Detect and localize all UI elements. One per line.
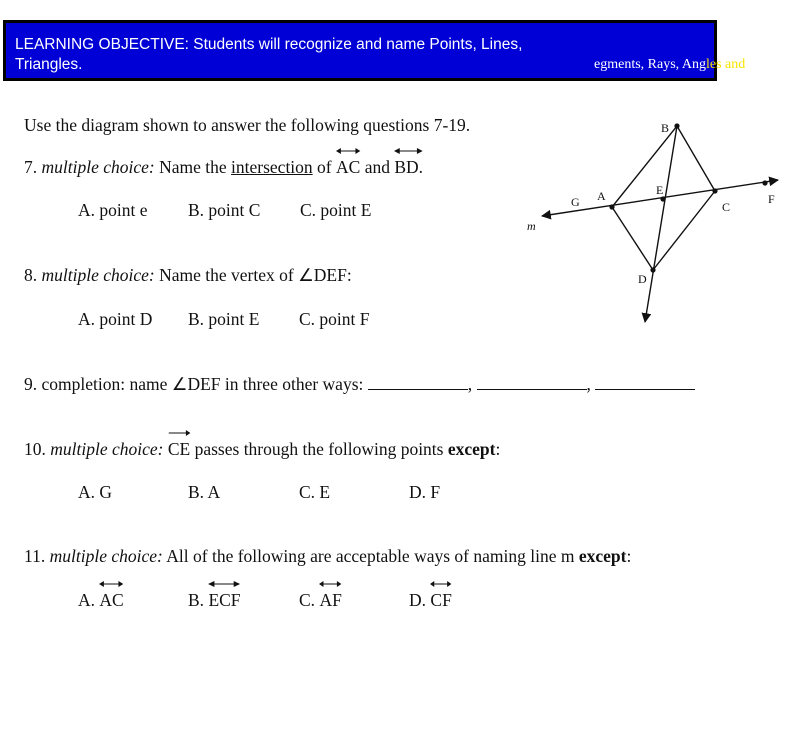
question-type: completion:: [41, 374, 126, 394]
label-c: C: [722, 200, 731, 214]
question-type: multiple choice:: [41, 157, 155, 177]
choice-7b[interactable]: B. point C: [188, 200, 261, 220]
question-7: [24, 156, 423, 178]
question-number: 8.: [24, 265, 38, 285]
label-d: D: [638, 272, 647, 286]
question-text: passes through the following points: [194, 439, 444, 459]
line-bd: [645, 126, 677, 322]
learning-objective-banner: [3, 20, 746, 81]
line-symbol-ac: AC: [99, 589, 123, 611]
question-number: 7.: [24, 157, 38, 177]
line-symbol-ac: AC: [336, 156, 360, 178]
label-e: E: [656, 183, 664, 197]
question-emphasis: except: [578, 546, 627, 566]
question-text: of: [317, 157, 332, 177]
question-type: multiple choice:: [50, 439, 164, 459]
choice-8a[interactable]: A. point D: [78, 309, 153, 329]
choice-7c[interactable]: C. point E: [300, 200, 372, 220]
choice-11b[interactable]: [188, 589, 241, 611]
question-11: [24, 545, 631, 567]
choice-11d[interactable]: [409, 589, 452, 611]
choice-10d[interactable]: D. F: [409, 482, 441, 502]
point-a: [609, 204, 614, 209]
choice-11a[interactable]: [78, 589, 124, 611]
question-text: All of the following are acceptable ways of naming line m: [166, 546, 575, 566]
overflow-yellow-text: les and: [706, 57, 746, 72]
line-symbol-ecf: ECF: [208, 589, 240, 611]
point-c: [712, 188, 717, 193]
question-text: Name the vertex of ∠DEF:: [159, 265, 352, 285]
choice-8b[interactable]: B. point E: [188, 309, 260, 329]
answer-blank-2[interactable]: [477, 373, 587, 390]
question-text: name ∠DEF in three other ways:: [129, 374, 364, 394]
line-symbol-bd: BD.: [394, 156, 423, 178]
point-b: [674, 123, 679, 128]
question-10: [24, 438, 500, 460]
choice-letter: D.: [409, 590, 427, 610]
point-d: [650, 267, 655, 272]
ray-symbol-ce: CE: [168, 438, 190, 460]
instructions: Use the diagram shown to answer the following questions 7-19.: [24, 115, 471, 135]
label-f: F: [768, 192, 775, 206]
line-symbol-cf: CF: [430, 589, 451, 611]
question-number: 9.: [24, 374, 38, 394]
choice-8c[interactable]: C. point F: [299, 309, 370, 329]
question-9: [24, 373, 695, 395]
question-type: multiple choice:: [41, 265, 155, 285]
question-text: Name the: [159, 157, 227, 177]
question-punctuation: :: [495, 439, 501, 459]
learning-objective-text: LEARNING OBJECTIVE: Students will recognize and name Points, Lines, Triangles.: [15, 36, 523, 73]
choice-letter: B.: [188, 590, 205, 610]
point-e: [660, 196, 665, 201]
choice-11c[interactable]: [299, 589, 342, 611]
point-f: [762, 180, 767, 185]
label-a: A: [597, 189, 606, 203]
label-b: B: [661, 121, 670, 135]
answer-blank-1[interactable]: [368, 373, 468, 390]
choice-10b[interactable]: B. A: [188, 482, 221, 502]
question-number: 10.: [24, 439, 46, 459]
question-emphasis: except: [447, 439, 496, 459]
label-g: G: [571, 195, 580, 209]
question-type: multiple choice:: [49, 546, 163, 566]
segment-ba: [612, 126, 677, 207]
label-m: m: [527, 219, 536, 233]
question-8: [24, 264, 352, 286]
question-number: 11.: [24, 546, 46, 566]
segment-cd: [653, 191, 715, 270]
choice-letter: C.: [299, 590, 316, 610]
learning-objective-overflow-text: [594, 57, 745, 73]
segment-bc: [677, 126, 715, 191]
choice-7a[interactable]: A. point e: [78, 200, 148, 220]
choice-letter: A.: [78, 590, 96, 610]
answer-blank-3[interactable]: [595, 373, 695, 390]
separator: ,: [467, 374, 473, 394]
segment-ad: [612, 207, 653, 270]
separator: ,: [586, 374, 591, 394]
choice-10a[interactable]: A. G: [78, 482, 113, 502]
question-punctuation: :: [626, 546, 632, 566]
line-symbol-af: AF: [319, 589, 341, 611]
overflow-white-text: egments, Rays, Ang: [594, 57, 706, 72]
question-text: and: [364, 157, 390, 177]
geometry-diagram: [516, 110, 800, 332]
question-keyword: intersection: [231, 157, 313, 177]
choice-10c[interactable]: C. E: [299, 482, 331, 502]
